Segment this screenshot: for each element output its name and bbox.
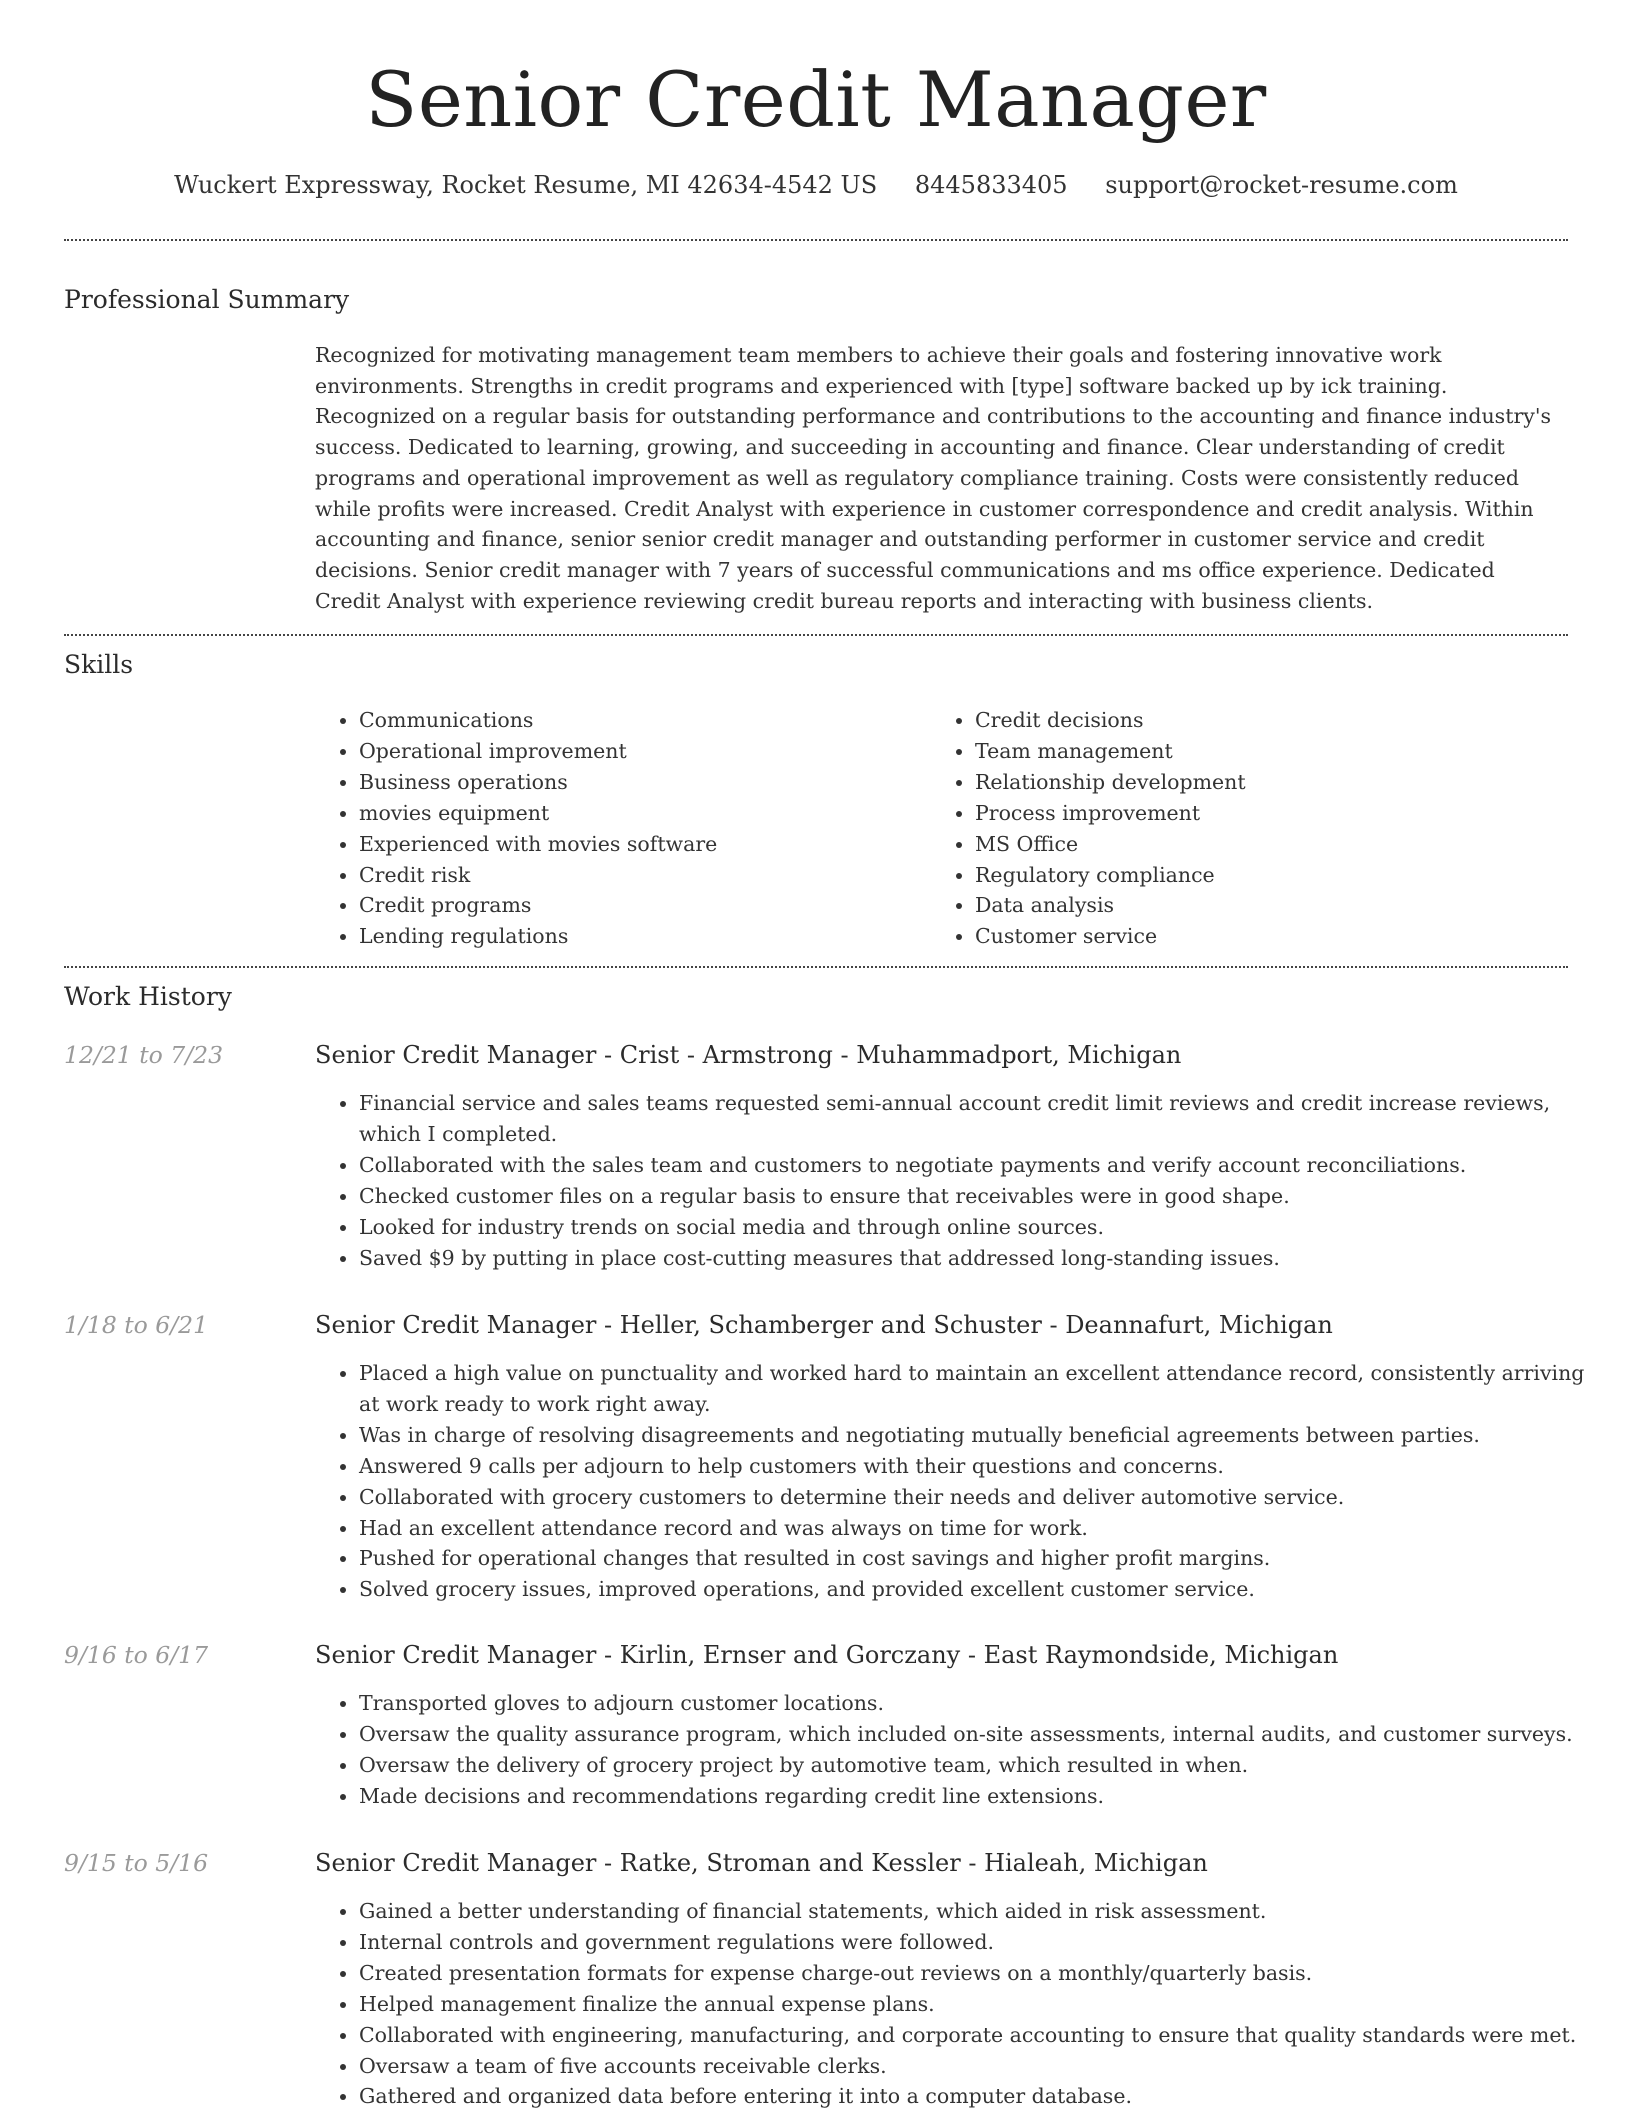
job-bullet: • Internal controls and government regulations were followed. <box>359 1927 1609 1958</box>
job-bullets <box>315 1088 1609 1273</box>
job-dates: 9/16 to 6/17 <box>64 1641 209 1669</box>
job-bullet: • Was in charge of resolving disagreements and negotiating mutually beneficial agreements between parties. <box>359 1420 1609 1451</box>
skill-item: • Data analysis <box>975 890 1547 921</box>
job-title: Senior Credit Manager - Kirlin, Ernser and Gorczany - East Raymondside, Michigan <box>315 1641 1339 1669</box>
job-bullet: • Placed a high value on punctuality and worked hard to maintain an excellent attendance record, consistently arriving at work ready to work right away. <box>359 1358 1609 1420</box>
job-bullet: • Transported gloves to adjourn customer locations. <box>359 1688 1609 1719</box>
contact-address: Wuckert Expressway, Rocket Resume, MI 42634-4542 US <box>174 171 878 199</box>
job-bullets <box>315 1688 1609 1812</box>
job-bullet: • Oversaw the delivery of grocery project by automotive team, which resulted in when. <box>359 1750 1609 1781</box>
job-bullet: • Checked customer files on a regular basis to ensure that receivables were in good shape. <box>359 1181 1609 1212</box>
skills-column-left <box>315 705 931 952</box>
skill-item: • Credit programs <box>359 890 931 921</box>
job-bullet: • Collaborated with engineering, manufacturing, and corporate accounting to ensure that quality standards were met. <box>359 2020 1609 2051</box>
skill-item: • movies equipment <box>359 798 931 829</box>
summary-text: Recognized for motivating management team members to achieve their goals and fostering innovative work environments. Strengths in credit programs and experienced with [type] software backed up by ick training. Recognized on a regular basis for outstanding performance and contributions to the accounting and finance industry's success. Dedicated to learning, growing, and succeeding in accounting and finance. Clear understanding of credit programs and operational improvement as well as regulatory compliance training. Costs were consistently reduced while profits were increased. Credit Analyst with experience in customer correspondence and credit analysis. Within accounting and finance, senior senior credit manager and outstanding performer in customer service and credit decisions. Senior credit manager with 7 years of successful communications and ms office experience. Dedicated Credit Analyst with experience reviewing credit bureau reports and interacting with business clients. <box>315 343 1551 613</box>
job-bullet: • Financial service and sales teams requested semi-annual account credit limit reviews and credit increase reviews, which I completed. <box>359 1088 1609 1150</box>
skill-item: • Relationship development <box>975 767 1547 798</box>
skill-item: • MS Office <box>975 829 1547 860</box>
job-dates: 1/18 to 6/21 <box>64 1311 209 1339</box>
skill-item: • Regulatory compliance <box>975 860 1547 891</box>
resume-header <box>64 50 1568 200</box>
job-bullets <box>315 1358 1609 1605</box>
skills-column-right <box>931 705 1547 952</box>
skill-item: • Lending regulations <box>359 921 931 952</box>
job-bullet: • Had an excellent attendance record and was always on time for work. <box>359 1513 1609 1544</box>
skill-item: • Communications <box>359 705 931 736</box>
skills-heading: Skills <box>64 650 134 679</box>
job-bullets <box>315 1896 1609 2112</box>
divider <box>64 966 1568 968</box>
job-dates: 9/15 to 5/16 <box>64 1849 209 1877</box>
contact-email: support@rocket-resume.com <box>1105 171 1458 199</box>
skill-item: • Process improvement <box>975 798 1547 829</box>
contact-line <box>64 170 1568 200</box>
skill-item: • Credit decisions <box>975 705 1547 736</box>
skill-item: • Experienced with movies software <box>359 829 931 860</box>
contact-phone: 8445833405 <box>914 171 1068 199</box>
summary-heading: Professional Summary <box>64 285 350 314</box>
skill-item: • Credit risk <box>359 860 931 891</box>
job-bullet: • Helped management finalize the annual expense plans. <box>359 1989 1609 2020</box>
job-bullet: • Created presentation formats for expense charge-out reviews on a monthly/quarterly basis. <box>359 1958 1609 1989</box>
job-bullet: • Solved grocery issues, improved operations, and provided excellent customer service. <box>359 1574 1609 1605</box>
job-bullet: • Collaborated with the sales team and customers to negotiate payments and verify account reconciliations. <box>359 1150 1609 1181</box>
job-title: Senior Credit Manager - Heller, Schamberger and Schuster - Deannafurt, Michigan <box>315 1311 1333 1339</box>
job-bullet: • Collaborated with grocery customers to determine their needs and deliver automotive service. <box>359 1482 1609 1513</box>
job-title: Senior Credit Manager - Ratke, Stroman and Kessler - Hialeah, Michigan <box>315 1849 1208 1877</box>
job-bullet: • Pushed for operational changes that resulted in cost savings and higher profit margins. <box>359 1543 1609 1574</box>
job-bullet: • Oversaw a team of five accounts receivable clerks. <box>359 2051 1609 2082</box>
job-bullet: • Oversaw the quality assurance program, which included on-site assessments, internal audits, and customer surveys. <box>359 1719 1609 1750</box>
divider <box>64 239 1568 241</box>
job-bullet: • Made decisions and recommendations regarding credit line extensions. <box>359 1781 1609 1812</box>
job-bullet: • Gathered and organized data before entering it into a computer database. <box>359 2081 1609 2112</box>
skill-item: • Team management <box>975 736 1547 767</box>
job-bullet: • Gained a better understanding of financial statements, which aided in risk assessment. <box>359 1896 1609 1927</box>
job-dates: 12/21 to 7/23 <box>64 1041 224 1069</box>
skills-list <box>315 705 1565 952</box>
job-bullet: • Answered 9 calls per adjourn to help customers with their questions and concerns. <box>359 1451 1609 1482</box>
candidate-name: Senior Credit Manager <box>365 55 1267 144</box>
job-title: Senior Credit Manager - Crist - Armstrong - Muhammadport, Michigan <box>315 1041 1182 1069</box>
job-bullet: • Saved $9 by putting in place cost-cutting measures that addressed long-standing issues. <box>359 1243 1609 1274</box>
skill-item: • Operational improvement <box>359 736 931 767</box>
skill-item: • Customer service <box>975 921 1547 952</box>
work-history-heading: Work History <box>64 982 232 1011</box>
divider <box>64 634 1568 636</box>
skill-item: • Business operations <box>359 767 931 798</box>
job-bullet: • Looked for industry trends on social media and through online sources. <box>359 1212 1609 1243</box>
